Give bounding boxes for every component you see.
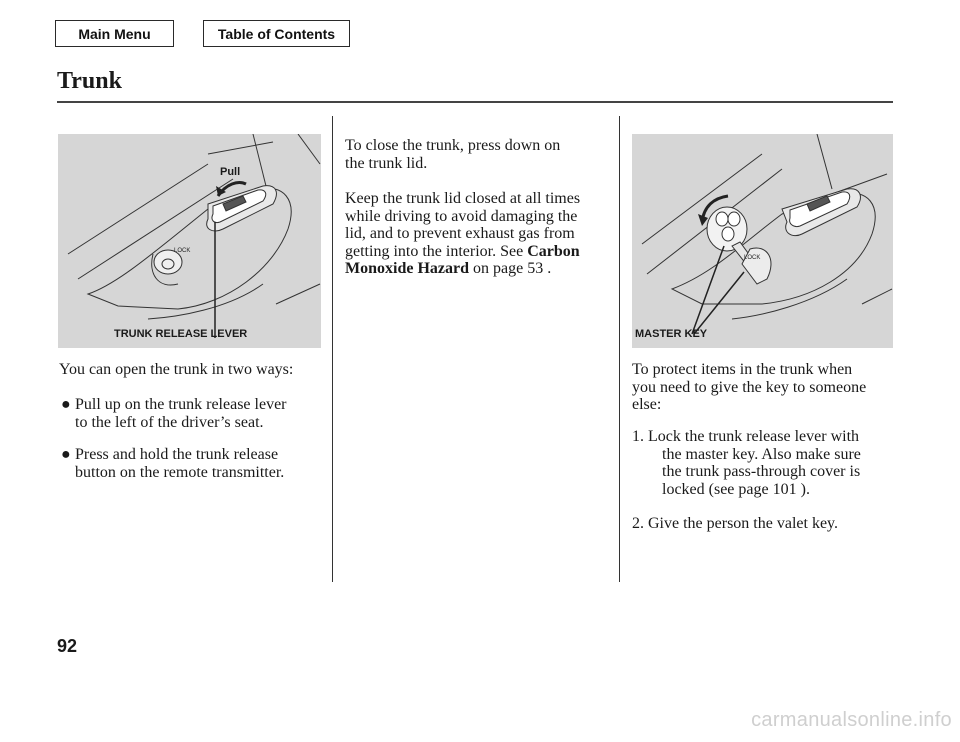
pull-label: Pull [220, 166, 241, 178]
keep-closed-paragraph [345, 190, 580, 278]
text-line: the trunk pass-through cover is [662, 463, 861, 480]
text-span: locked (see page [662, 480, 773, 498]
protect-items-intro [632, 361, 866, 414]
text-span: ). [796, 480, 810, 498]
lock-engraving-right: LOCK [744, 255, 761, 261]
bullet-dot: ● [61, 446, 71, 463]
text-span: on page [469, 260, 528, 277]
open-trunk-intro: You can open the trunk in two ways: [59, 361, 294, 378]
text-span: Give the person the valet key. [648, 515, 839, 532]
column-divider-left [332, 116, 333, 582]
text-line: else: [632, 396, 662, 413]
bullet-item [61, 446, 285, 481]
text-line: the master key. Also make sure [662, 445, 861, 463]
trunk-release-lever-illustration [58, 134, 321, 348]
step-2 [632, 515, 838, 533]
text-line [662, 481, 861, 499]
bullet-line: Press and hold the trunk release [75, 446, 279, 463]
step-number: 1. [632, 428, 644, 445]
bullet-line: to the left of the driver’s seat. [75, 413, 264, 431]
main-menu-button[interactable]: Main Menu [55, 20, 174, 47]
bullet-line: Pull up on the trunk release lever [75, 396, 287, 413]
table-of-contents-button[interactable]: Table of Contents [203, 20, 350, 47]
text-span: . [543, 260, 552, 277]
title-divider [57, 101, 893, 103]
carbon-monoxide-link-cont[interactable]: Monoxide Hazard [345, 260, 469, 277]
bullet-line: button on the remote transmitter. [75, 463, 285, 481]
text-line: Lock the trunk release lever with [648, 428, 860, 445]
text-span: getting into the interior. See [345, 242, 528, 260]
text-line [345, 243, 580, 261]
page-number: 92 [57, 636, 78, 656]
text-line: lid, and to prevent exhaust gas from [345, 225, 575, 242]
close-trunk-paragraph [345, 137, 560, 172]
page-reference-53[interactable]: 53 [527, 260, 544, 277]
text-line: while driving to avoid damaging the [345, 207, 578, 225]
text-line [345, 260, 580, 278]
carbon-monoxide-link[interactable]: Carbon [527, 242, 580, 260]
step-number: 2. [632, 515, 644, 532]
text-line: To protect items in the trunk when [632, 361, 853, 378]
page-reference-101[interactable]: 101 [772, 480, 797, 498]
trunk-release-lever-figure [58, 134, 321, 348]
page-title: Trunk [57, 68, 122, 94]
text-line: you need to give the key to someone [632, 378, 867, 396]
text-line: Keep the trunk lid closed at all times [345, 190, 581, 207]
text-line: the trunk lid. [345, 154, 428, 172]
column-divider-right [619, 116, 620, 582]
lock-engraving-left: LOCK [174, 248, 191, 254]
bullet-dot: ● [61, 396, 71, 413]
text-line: To close the trunk, press down on [345, 137, 561, 154]
master-key-illustration [632, 134, 893, 348]
master-key-caption: MASTER KEY [635, 328, 708, 340]
watermark: carmanualsonline.info [751, 709, 952, 731]
trunk-release-lever-caption: TRUNK RELEASE LEVER [114, 328, 248, 340]
step-1 [632, 428, 861, 498]
bullet-item [61, 396, 287, 431]
master-key-figure [632, 134, 893, 348]
